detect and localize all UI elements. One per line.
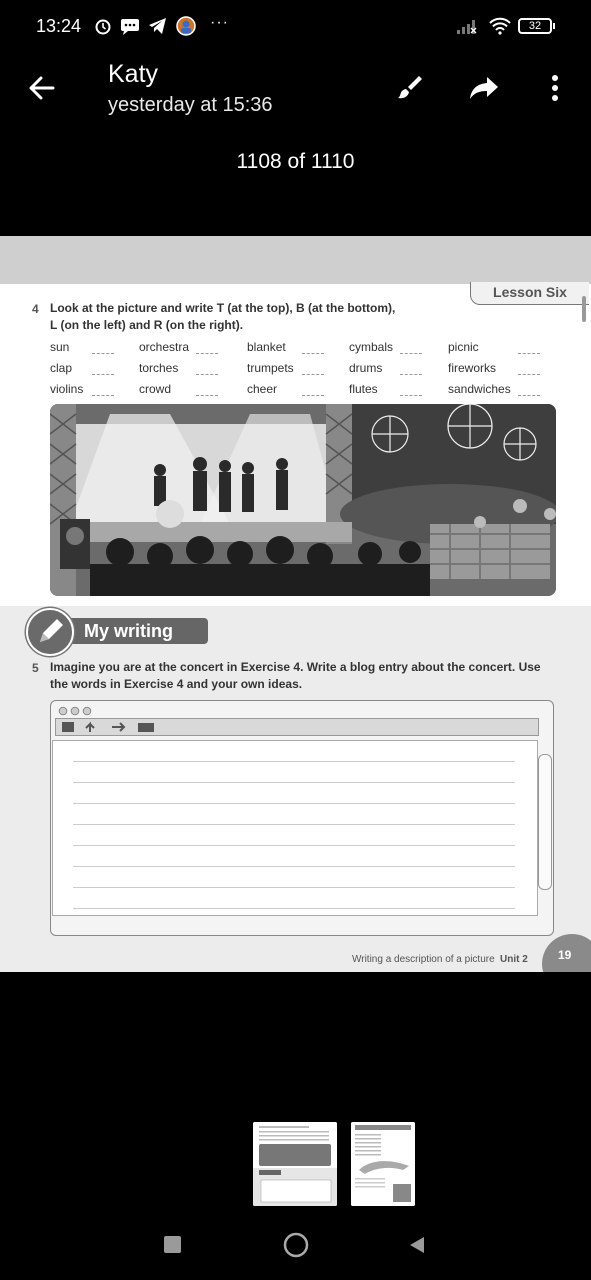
word-item: orchestra xyxy=(139,340,190,354)
answer-blank xyxy=(196,395,218,396)
answer-blank xyxy=(400,353,422,354)
footer-unit: Unit 2 xyxy=(500,954,528,965)
word-item: violins xyxy=(50,382,84,396)
page-header-band xyxy=(0,236,591,284)
word-item: torches xyxy=(139,361,179,375)
exercise-5-number: 5 xyxy=(32,661,39,675)
page-scroll-indicator xyxy=(582,296,586,322)
word-item: blanket xyxy=(247,340,286,354)
more-options-button[interactable] xyxy=(540,70,570,106)
answer-blank xyxy=(302,395,324,396)
word-item: fireworks xyxy=(448,361,497,375)
battery-tip xyxy=(553,23,555,29)
answer-blank xyxy=(518,353,540,354)
answer-blank xyxy=(196,374,218,375)
share-arrow-icon xyxy=(466,70,502,106)
answer-blank xyxy=(92,395,114,396)
writing-line xyxy=(73,761,515,762)
telegram-icon xyxy=(148,16,168,36)
arrow-left-icon xyxy=(24,70,60,106)
document-image[interactable] xyxy=(0,236,591,972)
writing-line xyxy=(73,824,515,825)
battery-indicator: 32 xyxy=(518,18,552,34)
word-item: drums xyxy=(349,361,383,375)
answer-blank xyxy=(518,374,540,375)
answer-blank xyxy=(302,353,324,354)
home-button[interactable] xyxy=(283,1232,309,1258)
thumbnail-current[interactable] xyxy=(253,1122,337,1206)
writing-line xyxy=(73,803,515,804)
answer-blank xyxy=(196,353,218,354)
answer-blank xyxy=(92,353,114,354)
timestamp: yesterday at 15:36 xyxy=(108,94,273,116)
word-item: picnic xyxy=(448,340,479,354)
footer-caption: Writing a description of a picture xyxy=(352,954,495,965)
more-vertical-icon xyxy=(540,70,570,106)
status-time: 13:24 xyxy=(36,16,82,36)
writing-line xyxy=(73,845,515,846)
more-notifications-icon: ··· xyxy=(210,14,229,31)
word-item: cheer xyxy=(247,382,278,396)
message-icon xyxy=(120,16,140,36)
answer-blank xyxy=(400,395,422,396)
alarm-icon xyxy=(94,16,112,36)
word-item: flutes xyxy=(349,382,378,396)
app-avatar-icon xyxy=(176,16,196,36)
exercise-5-line1: Imagine you are at the concert in Exercise 4. Write a blog entry about the concert. Use xyxy=(50,660,541,674)
concert-illustration xyxy=(50,404,556,596)
exercise-4-number: 4 xyxy=(32,302,39,316)
blog-text-area xyxy=(52,740,538,916)
sender-name: Katy xyxy=(108,60,159,88)
lesson-tab: Lesson Six xyxy=(470,282,589,305)
home-circle-icon xyxy=(283,1232,309,1258)
writing-line xyxy=(73,908,515,909)
brush-icon xyxy=(392,70,428,106)
wifi-icon xyxy=(488,16,512,36)
answer-blank xyxy=(302,374,324,375)
word-item: sun xyxy=(50,340,70,354)
word-item: clap xyxy=(50,361,73,375)
word-item: sandwiches xyxy=(448,382,511,396)
word-item: trumpets xyxy=(247,361,294,375)
back-button[interactable] xyxy=(24,70,60,106)
writing-line xyxy=(73,887,515,888)
page-number: 19 xyxy=(558,948,572,962)
word-item: crowd xyxy=(139,382,172,396)
exercise-4-line1: Look at the picture and write T (at the top), B (at the bottom), xyxy=(50,301,396,315)
thumbnail-next[interactable] xyxy=(351,1122,415,1206)
writing-line xyxy=(73,866,515,867)
signal-icon xyxy=(456,16,478,36)
edit-button[interactable] xyxy=(392,70,428,106)
answer-blank xyxy=(92,374,114,375)
share-button[interactable] xyxy=(466,70,502,106)
exercise-5-line2: the words in Exercise 4 and your own ideas. xyxy=(50,677,303,691)
writing-line xyxy=(73,782,515,783)
blog-scrollbar xyxy=(538,754,552,890)
word-item: cymbals xyxy=(349,340,394,354)
answer-blank xyxy=(400,374,422,375)
answer-blank xyxy=(518,395,540,396)
blog-toolbar xyxy=(55,718,539,736)
recent-apps-button[interactable] xyxy=(164,1236,181,1253)
my-writing-badge: My writing xyxy=(64,618,208,644)
image-counter: 1108 of 1110 xyxy=(236,150,355,173)
pencil-badge-icon xyxy=(26,608,74,656)
triangle-back-icon xyxy=(406,1234,428,1256)
exercise-4-line2: L (on the left) and R (on the right). xyxy=(50,318,244,332)
nav-back-button[interactable] xyxy=(406,1234,428,1256)
